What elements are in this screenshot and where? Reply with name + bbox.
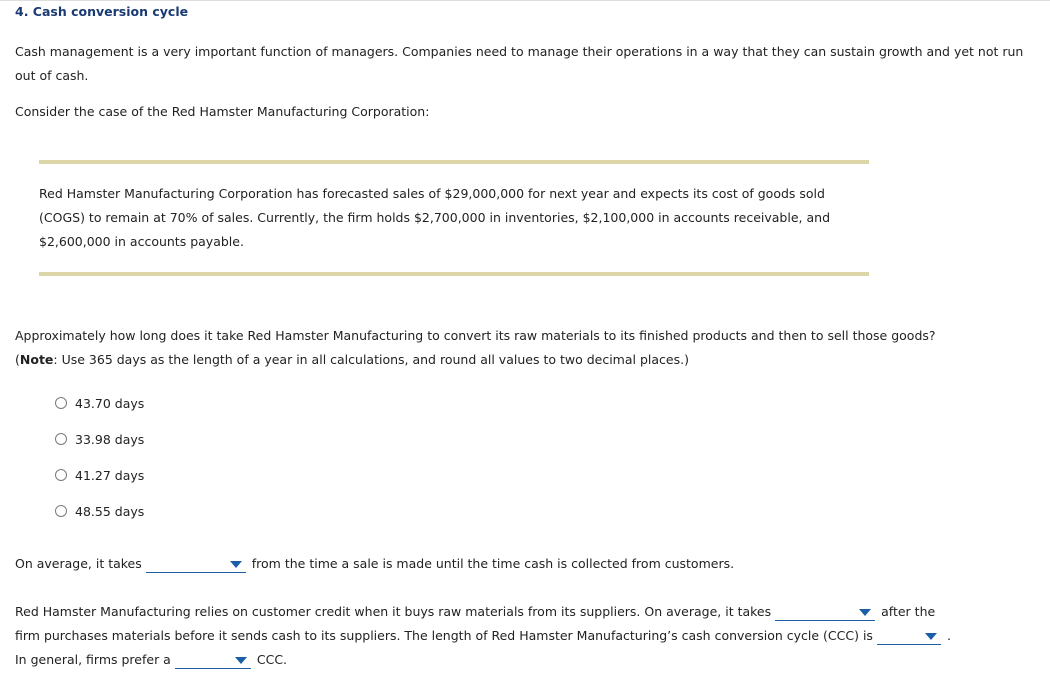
sentence2-before: Red Hamster Manufacturing relies on customer credit when it buys raw materials from its suppliers. On average, it takes [15, 604, 772, 619]
option-label: 48.55 days [75, 503, 145, 519]
option-3[interactable] [55, 466, 144, 484]
sentence1-before: On average, it takes [15, 556, 142, 571]
note-open: ( [15, 352, 20, 367]
question-prompt [15, 324, 1030, 372]
ccc-dropdown[interactable] [877, 628, 941, 645]
radio-button[interactable] [55, 397, 67, 409]
sentence2-line3-after: CCC. [256, 652, 288, 667]
sentence2-line2-before: firm purchases materials before it sends cash to its suppliers. The length of Red Hamster Manufacturing’s cash conversion cycle (CCC) is [15, 628, 873, 643]
radio-button[interactable] [55, 505, 67, 517]
sentence2-line3-before: In general, firms prefer a [15, 652, 171, 667]
chevron-down-icon [925, 633, 937, 640]
option-label: 43.70 days [75, 395, 145, 411]
option-4[interactable] [55, 502, 144, 520]
option-2[interactable] [55, 430, 144, 448]
chevron-down-icon [859, 609, 871, 616]
chevron-down-icon [235, 657, 247, 664]
option-1[interactable] [55, 394, 144, 412]
ccc-preference-dropdown[interactable] [175, 652, 251, 669]
radio-button[interactable] [55, 469, 67, 481]
sentence2-line2-after: . [946, 628, 951, 643]
note-text: : Use 365 days as the length of a year in all calculations, and round all values to two decimal places.) [53, 352, 689, 367]
consider-text: Consider the case of the Red Hamster Manufacturing Corporation: [15, 104, 430, 119]
question-title: 4. Cash conversion cycle [15, 4, 189, 19]
dpo-dropdown[interactable] [775, 604, 875, 621]
sentence-receivables [15, 552, 734, 576]
note-label: Note [19, 352, 54, 367]
sentence2-after: after the [881, 604, 936, 619]
sentence1-after: from the time a sale is made until the time cash is collected from customers. [251, 556, 735, 571]
sentence-payables-line2 [15, 624, 951, 648]
case-bottom-rule [39, 272, 869, 276]
sentence-preference [15, 648, 287, 672]
option-label: 41.27 days [75, 467, 145, 483]
dso-dropdown[interactable] [146, 556, 246, 573]
prompt-text: Approximately how long does it take Red Hamster Manufacturing to convert its raw materials to its finished products and then to sell those goods? [15, 328, 936, 343]
top-divider [0, 0, 1050, 1]
option-label: 33.98 days [75, 431, 145, 447]
case-top-rule [39, 160, 869, 164]
intro-paragraph: Cash management is a very important function of managers. Companies need to manage their operations in a way that they can sustain growth and yet not run out of cash. [15, 44, 1024, 83]
chevron-down-icon [230, 561, 242, 568]
sentence-payables-line1 [15, 600, 935, 624]
case-description: Red Hamster Manufacturing Corporation has forecasted sales of $29,000,000 for next year and expects its cost of goods sold (COGS) to remain at 70% of sales. Currently, the firm holds $2,700,000 in inventories, $2,100,000 in accounts receivable, and $2,600,000 in accounts payable. [39, 186, 830, 249]
radio-button[interactable] [55, 433, 67, 445]
